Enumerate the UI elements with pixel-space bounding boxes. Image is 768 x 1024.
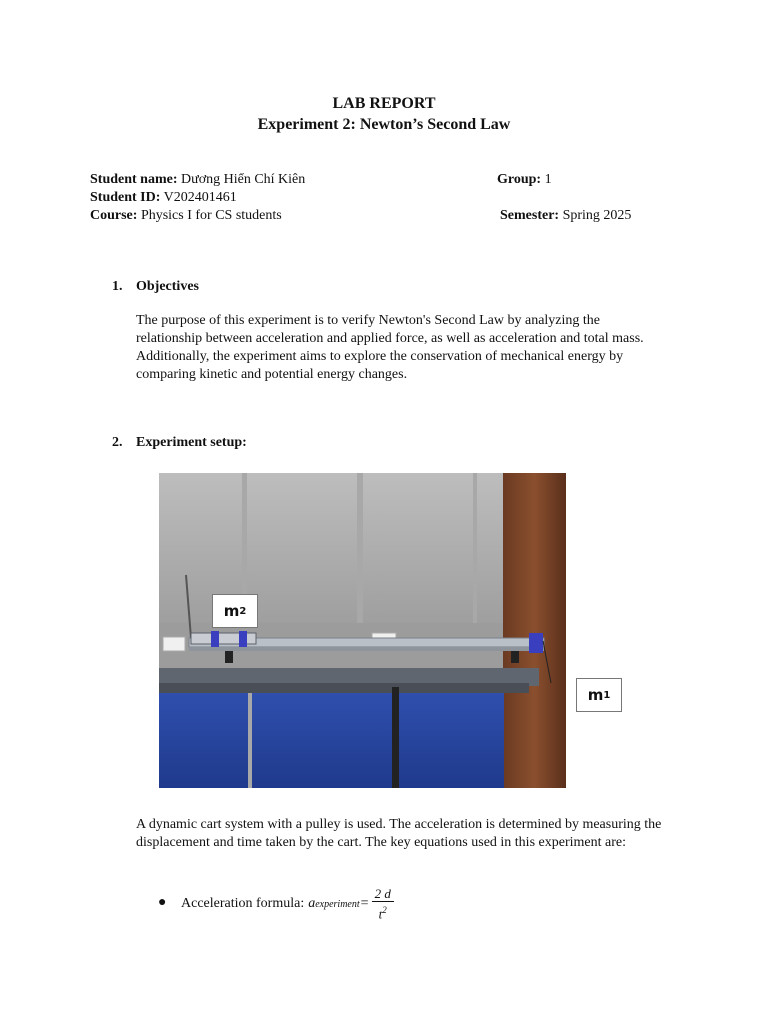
formula-subscript: experiment [315,898,360,910]
mass-label-m1-sub: 1 [603,689,611,701]
section-heading-text: Objectives [136,279,199,294]
section-number: 2. [112,435,123,450]
semester-label: Semester: [500,208,560,223]
student-id-label: Student ID: [90,190,161,205]
section-number: 1. [112,279,123,294]
mass-label-m2-sub: 2 [239,605,247,617]
student-id-value: V202401461 [163,190,237,205]
section-heading-text: Experiment setup: [136,435,247,450]
course-line [90,207,282,225]
acceleration-formula-line [181,886,394,922]
formula-equals: = [360,896,369,912]
group-label: Group: [497,172,542,187]
group-value: 1 [544,172,552,187]
semester-value: Spring 2025 [562,208,632,223]
student-name-line [90,171,305,189]
mass-label-m2 [212,594,258,628]
bullet-marker: ● [158,895,167,910]
bullet-text: Acceleration formula: [181,896,305,912]
mass-label-m1 [576,678,622,712]
setup-illustration [159,473,566,788]
student-id-line [90,189,237,207]
student-name-label: Student name: [90,172,178,187]
report-title: LAB REPORT [332,95,436,112]
section-heading-objectives [112,279,199,295]
report-subtitle: Experiment 2: Newton’s Second Law [257,116,511,133]
formula-denominator [379,902,387,922]
semester-line [500,207,631,225]
section-heading-setup [112,435,247,451]
mass-label-m2-letter: m [223,602,240,620]
formula-numerator: 2 d [372,886,394,902]
objectives-paragraph: The purpose of this experiment is to verify Newton's Second Law by analyzing the relationship between acceleration and applied force, as well as acceleration and total mass. Additionally, the experiment aims to explore the conservation of mechanical energy by comparing kinetic and potential energy changes. [136,313,644,382]
formula-variable: a [308,896,316,912]
course-value: Physics I for CS students [140,208,282,223]
student-name-value: Dương Hiển Chí Kiên [181,172,306,187]
experiment-setup-photo [159,473,566,788]
formula-denominator-var: t [378,906,383,922]
mass-label-m1-letter: m [587,686,604,704]
group-line [497,171,552,189]
setup-paragraph: A dynamic cart system with a pulley is used. The acceleration is determined by measuring the displacement and time taken by the cart. The key equations used in this experiment are: [136,817,662,850]
course-label: Course: [90,208,138,223]
formula-fraction [372,886,394,922]
formula-denominator-exp: 2 [382,905,387,915]
